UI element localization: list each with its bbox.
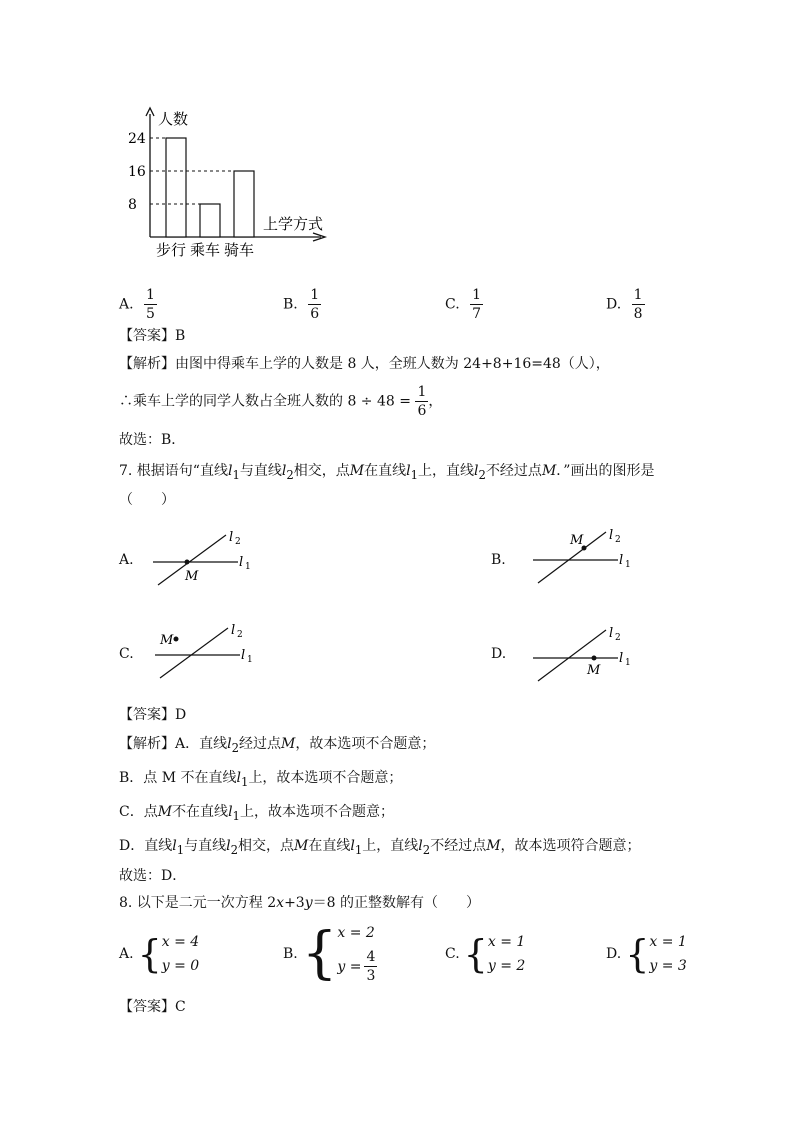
q6-option-d: D. $\frac{1}{8}$ [606,287,643,322]
label-l1-sub: 1 [245,562,251,572]
q7-answer: 【答案】D [119,707,187,723]
q7-conclusion: 故选：D． [119,868,187,884]
label-l2: l [231,623,236,638]
label-l2: l [609,626,614,641]
q7-option-a-label: A. [119,552,134,568]
q7-analysis-a: 【解析】A．直线$l_2$经过点M，故本选项不合题意； [119,736,436,755]
bar-步行 [166,138,186,237]
label-m: M [160,633,174,648]
q6-option-c: C. $\frac{1}{7}$ [445,287,482,322]
y-tick-label: 16 [128,164,146,180]
category-label: 骑车 [224,241,255,259]
brace-icon: { [625,932,650,976]
q7-figure-d [530,622,640,687]
brace-icon: { [137,932,162,976]
label-l1-sub: 1 [247,655,253,665]
brace-icon: { [463,932,488,976]
q8-option-a: A. { x = 4 y = 0 [119,932,200,976]
q6-option-b: B. $\frac{1}{6}$ [283,287,320,322]
q8-question: 8. 以下是二元一次方程 2x+3y＝8 的正整数解有（ ） [119,895,480,911]
q7-figure-c [152,620,262,685]
y-tick-label: 8 [128,197,137,213]
q7-paren: （ ） [119,492,175,508]
label-m: M [570,533,584,548]
label-l1: l [239,555,244,570]
label-m: M [587,663,601,678]
q7-option-d-label: D. [491,646,507,662]
y-tick-label: 24 [128,131,146,147]
label-l2-sub: 2 [615,535,621,545]
q7-question: 7. 根据语句“直线$l_1$与直线$l_2$相交，点M在直线$l_1$上，直线$l_2$不经过点M．”画出的图形是 [119,463,655,482]
q7-figure-b [530,522,640,587]
q6-analysis-line1: 【解析】由图中得乘车上学的人数是 8 人，全班人数为 24+8+16=48（人）， [119,356,610,372]
category-label: 乘车 [190,241,221,259]
y-axis-label: 人数 [158,110,189,128]
label-l2-sub: 2 [615,633,621,643]
q7-option-b-label: B. [491,552,506,568]
q7-analysis-c: C．点M不在直线$l_1$上，故本选项不合题意； [119,804,394,823]
q7-analysis-d: D．直线$l_1$与直线$l_2$相交，点M在直线$l_1$上，直线$l_2$不经过点M，故本选项符合题意； [119,838,641,857]
q6-conclusion: 故选：B． [119,432,186,448]
label-l2: l [229,530,234,545]
label-l2-sub: 2 [235,537,241,547]
brace-icon: { [301,920,338,986]
label-l2: l [609,528,614,543]
q7-option-c-label: C. [119,646,134,662]
q8-option-c: C. { x = 1 y = 2 [445,932,526,976]
label-m: M [185,569,199,584]
x-axis-label: 上学方式 [263,215,324,233]
q8-option-b: B. { x = 2 y = $\frac{4}{3}$ [283,920,376,986]
label-l1: l [241,648,246,663]
label-l1-sub: 1 [625,658,631,668]
q6-analysis-line2: ∴乘车上学的同学人数占全班人数的 8 ÷ 48 = $\frac{1}{6}$ ， [119,384,443,419]
bar-骑车 [234,171,254,237]
label-l1: l [619,651,624,666]
q6-option-a: A. $\frac{1}{5}$ [119,287,155,322]
label-l1-sub: 1 [625,560,631,570]
label-l2-sub: 2 [237,630,243,640]
q7-analysis-b: B．点 M 不在直线$l_1$上，故本选项不合题意； [119,770,403,789]
label-l1: l [619,553,624,568]
bar-乘车 [200,204,220,237]
category-label: 步行 [156,241,187,259]
bar-chart [120,100,340,265]
q8-option-d: D. { x = 1 y = 3 [606,932,687,976]
q8-answer: 【答案】C [119,999,186,1015]
q7-figure-a [150,525,260,590]
q6-answer: 【答案】B [119,328,186,344]
